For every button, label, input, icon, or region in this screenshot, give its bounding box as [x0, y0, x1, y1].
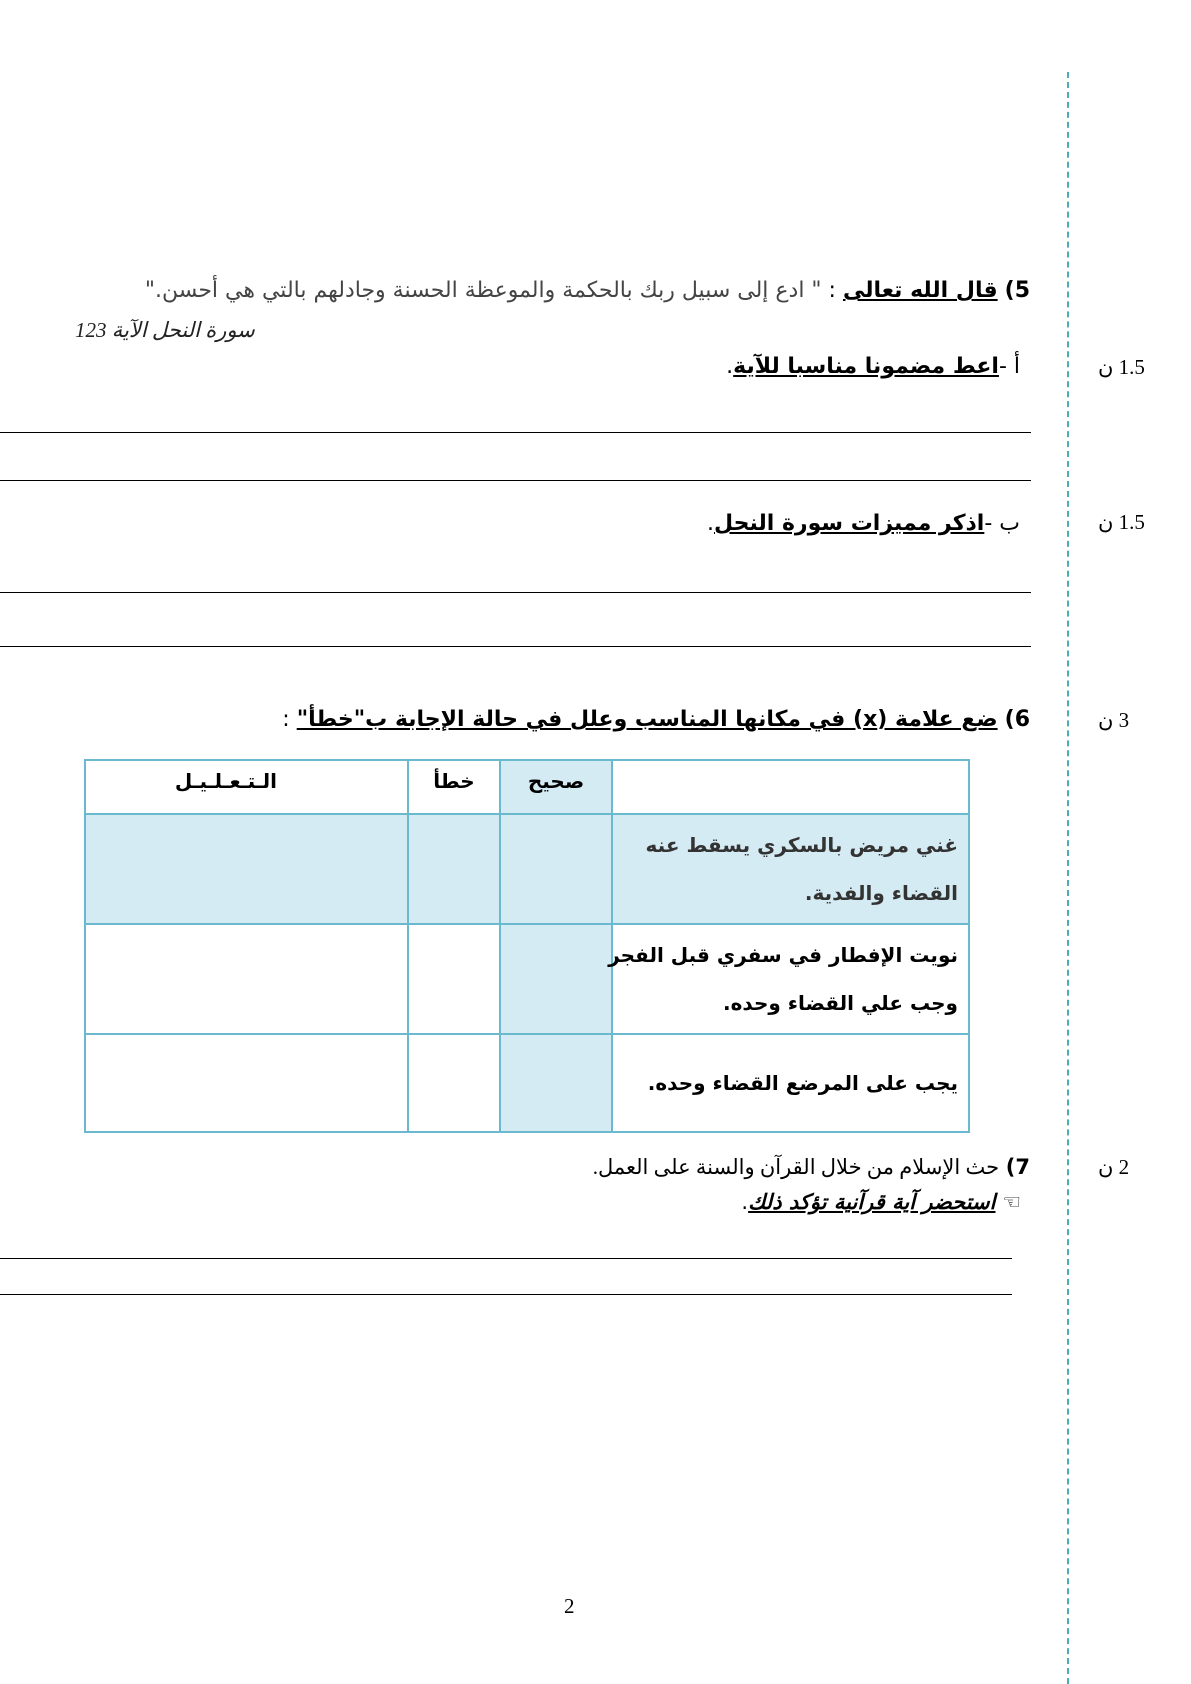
question-5a-letter: أ -	[998, 354, 1020, 379]
answer-line	[0, 1258, 1012, 1259]
header-statement	[612, 760, 969, 814]
margin-divider	[1067, 72, 1069, 1684]
question-5	[145, 278, 1030, 303]
false-cell[interactable]	[408, 924, 500, 1034]
statement-cell: نويت الإفطار في سفري قبل الفجر وجب علي القضاء وحده.	[612, 924, 969, 1034]
table-header-row	[85, 760, 969, 814]
question-5a-text: اعط مضمونا مناسبا للآية	[733, 354, 999, 379]
question-5a-score: 1.5 ن	[1098, 355, 1145, 379]
question-5b-end: .	[707, 511, 715, 536]
question-7-sub-text: استحضر آية قرآنية تؤكد ذلك	[748, 1190, 996, 1214]
reason-cell[interactable]	[85, 814, 408, 924]
question-7-score: 2 ن	[1098, 1155, 1130, 1179]
statement-cell: غني مريض بالسكري يسقط عنه القضاء والفدية.	[612, 814, 969, 924]
question-6	[282, 707, 1030, 732]
true-cell[interactable]	[500, 924, 612, 1034]
answer-line	[0, 432, 1031, 433]
table-row	[85, 924, 969, 1034]
question-6-instruction: ضع علامة (x) في مكانها المناسب وعلل في حالة الإجابة ب"خطأ"	[296, 707, 998, 732]
header-false: خطأ	[408, 760, 500, 814]
header-true: صحيح	[500, 760, 612, 814]
question-5-colon: :	[821, 278, 843, 303]
true-false-table	[84, 759, 970, 1133]
false-cell[interactable]	[408, 1034, 500, 1132]
false-cell[interactable]	[408, 814, 500, 924]
question-5b-letter: ب -	[984, 511, 1020, 536]
reason-cell[interactable]	[85, 924, 408, 1034]
header-reason: الـتـعـلـيـل	[85, 760, 408, 814]
answer-line	[0, 646, 1031, 647]
question-5-intro: قال الله تعالى	[842, 278, 998, 303]
true-cell[interactable]	[500, 1034, 612, 1132]
question-7-text: حث الإسلام من خلال القرآن والسنة على العمل.	[592, 1155, 1000, 1179]
question-5b-text: اذكر مميزات سورة النحل	[714, 511, 985, 536]
statement-cell: يجب على المرضع القضاء وحده.	[612, 1034, 969, 1132]
question-5-number: 5)	[1004, 278, 1030, 303]
table-row	[85, 814, 969, 924]
question-5a-end: .	[726, 354, 734, 379]
question-6-end: :	[282, 707, 297, 732]
pointing-hand-icon: ☜	[1002, 1190, 1021, 1214]
quran-verse: " ادع إلى سبيل ربك بالحكمة والموعظة الحسنة وجادلهم بالتي هي أحسن."	[144, 278, 822, 303]
page-number: 2	[564, 1594, 575, 1618]
question-6-number: 6)	[1004, 707, 1030, 732]
question-5b	[707, 511, 1020, 536]
answer-line	[0, 1294, 1012, 1295]
question-7-sub	[741, 1190, 1021, 1214]
question-7	[593, 1155, 1030, 1180]
question-6-score: 3 ن	[1098, 708, 1130, 732]
verse-reference: سورة النحل الآية 123	[75, 318, 255, 342]
table-row	[85, 1034, 969, 1132]
reason-cell[interactable]	[85, 1034, 408, 1132]
answer-line	[0, 592, 1031, 593]
question-7-sub-end: .	[741, 1190, 749, 1214]
answer-line	[0, 480, 1031, 481]
question-5b-score: 1.5 ن	[1098, 510, 1145, 534]
question-7-number: 7)	[1005, 1155, 1030, 1179]
true-cell[interactable]	[500, 814, 612, 924]
question-5a	[726, 354, 1020, 379]
